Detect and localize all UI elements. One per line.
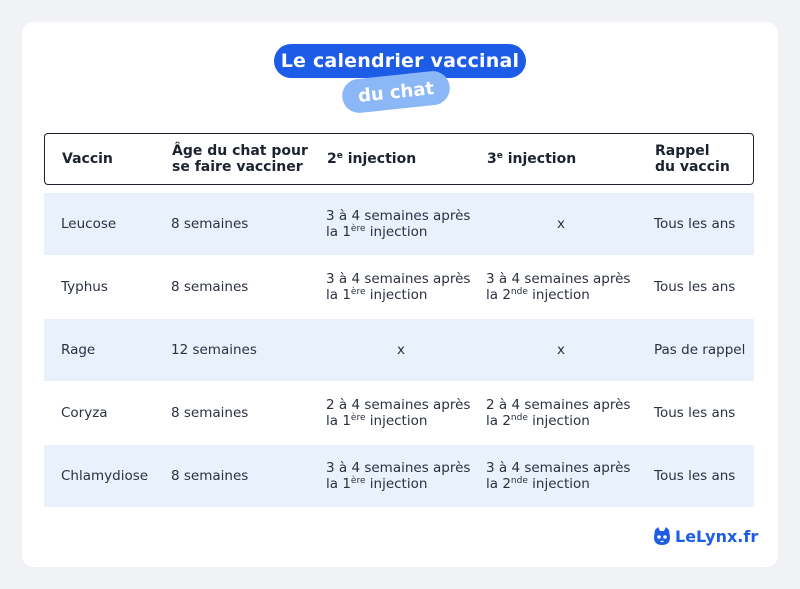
cell-injection-2: 3 à 4 semaines après la 1ère injection [326, 460, 471, 492]
cell-age: 8 semaines [171, 405, 249, 421]
lelynx-logo [652, 524, 758, 548]
header-age-line1: Âge du chat pour [172, 142, 308, 159]
table-header [44, 133, 754, 185]
header-age [172, 134, 322, 183]
header-vaccin [62, 134, 162, 183]
header-injection-2 [327, 134, 477, 183]
cell-age: 12 semaines [171, 342, 257, 358]
title-main-text: Le calendrier vaccinal [280, 50, 520, 72]
cell-injection-2: 2 à 4 semaines après la 1ère injection [326, 397, 471, 429]
header-injection-3-label: 3e injection [487, 150, 577, 167]
header-vaccin-label: Vaccin [62, 150, 113, 167]
table-row [44, 256, 754, 318]
cell-age: 8 semaines [171, 216, 249, 232]
cell-rappel: Tous les ans [654, 279, 736, 295]
cell-injection-3: x [557, 216, 565, 232]
header-rappel-line2: du vaccin [655, 158, 730, 175]
title-sub-text: du chat [357, 77, 435, 107]
cell-vaccin: Chlamydiose [61, 468, 149, 484]
cell-vaccin: Rage [61, 342, 96, 358]
cell-injection-3: 3 à 4 semaines après la 2nde injection [486, 460, 631, 492]
header-injection-3 [487, 134, 637, 183]
cell-rappel: Tous les ans [654, 468, 736, 484]
lynx-icon [652, 526, 672, 546]
table-row [44, 193, 754, 255]
title-main [274, 44, 526, 78]
cell-injection-2: 3 à 4 semaines après la 1ère injection [326, 208, 471, 240]
header-age-line2: se faire vacciner [172, 158, 303, 175]
table-row [44, 382, 754, 444]
cell-rappel: Tous les ans [654, 405, 736, 421]
cell-vaccin: Leucose [61, 216, 117, 232]
cell-injection-2: x [397, 342, 405, 358]
table-row [44, 445, 754, 507]
cell-injection-2: 3 à 4 semaines après la 1ère injection [326, 271, 471, 303]
cell-age: 8 semaines [171, 468, 249, 484]
header-rappel-line1: Rappel [655, 142, 710, 159]
table-row [44, 319, 754, 381]
cell-rappel: Tous les ans [654, 216, 736, 232]
cell-injection-3: 2 à 4 semaines après la 2nde injection [486, 397, 631, 429]
cell-rappel: Pas de rappel [654, 342, 746, 358]
cell-vaccin: Typhus [61, 279, 108, 295]
header-injection-2-label: 2e injection [327, 150, 417, 167]
logo-text: LeLynx.fr [675, 526, 759, 546]
cell-vaccin: Coryza [61, 405, 108, 421]
cell-injection-3: 3 à 4 semaines après la 2nde injection [486, 271, 631, 303]
cell-injection-3: x [557, 342, 565, 358]
header-rappel [655, 134, 755, 183]
cell-age: 8 semaines [171, 279, 249, 295]
